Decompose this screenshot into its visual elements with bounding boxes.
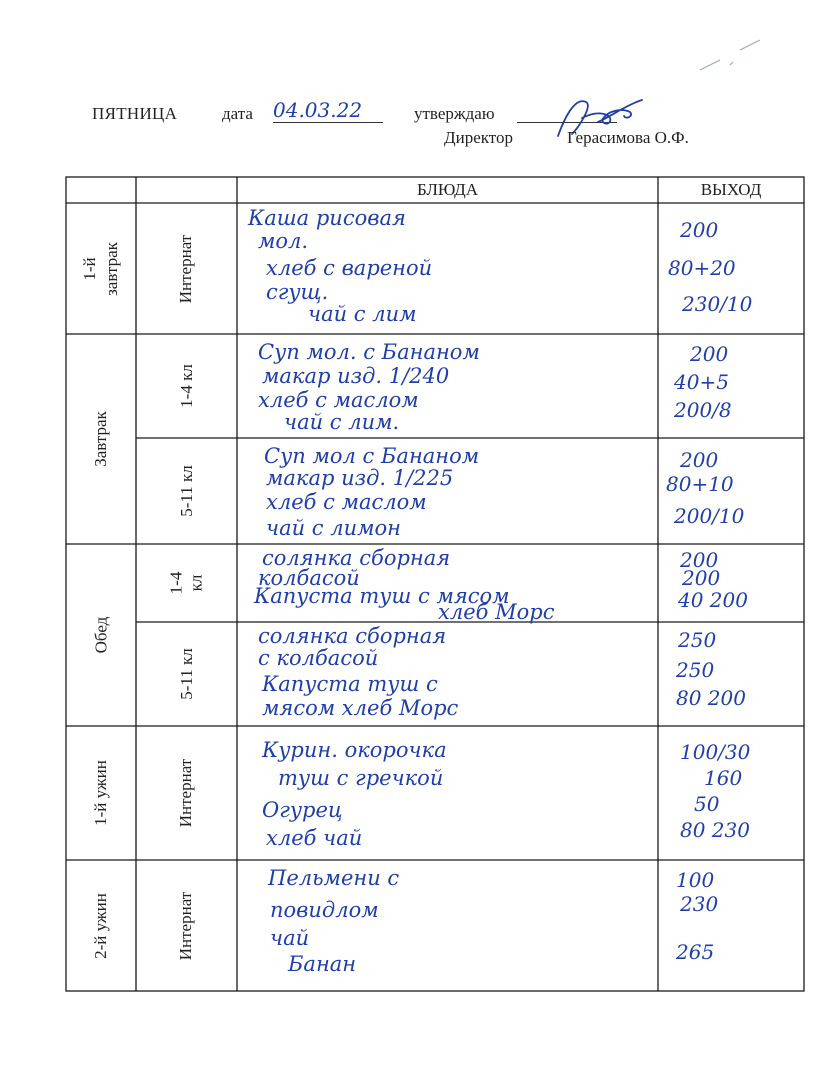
output-value: 80 230: [680, 818, 750, 842]
output-value: 250: [676, 658, 715, 682]
dish-line: макар изд. 1/240: [262, 364, 450, 388]
meal-lunch: Обед: [91, 616, 110, 654]
dish-line: чай с лимон: [266, 516, 402, 540]
output-value: 250: [678, 628, 717, 652]
approve-label: утверждаю: [414, 104, 495, 123]
pen-mark: [690, 30, 770, 80]
group-breakfast-1-4: 1-4 кл: [176, 364, 196, 408]
dish-line: Огурец: [262, 798, 343, 822]
group-breakfast1: Интернат: [176, 234, 196, 303]
meal-dinner1: 1-й ужин: [90, 760, 110, 826]
dish-line: Банан: [288, 952, 357, 976]
group-lunch-5-11: 5-11 кл: [176, 648, 196, 700]
dish-line: колбасой: [258, 566, 360, 590]
output-value: 100/30: [680, 740, 751, 764]
dish-line: Пельмени с: [268, 866, 400, 890]
dish-line: мол.: [258, 229, 309, 253]
group-dinner2: Интернат: [176, 891, 196, 960]
date-value: 04.03.22: [273, 98, 383, 123]
dish-line: Суп мол. с Бананом: [258, 340, 480, 364]
output-value: 200: [690, 342, 729, 366]
output-value: 50: [694, 792, 720, 816]
group-dinner1: Интернат: [176, 758, 196, 828]
output-value: 80+20: [668, 256, 736, 280]
dish-line: Капуста туш с мясом: [254, 584, 510, 608]
dish-line: Суп мол с Бананом: [264, 444, 480, 468]
output-value: 200: [680, 448, 719, 472]
output-value: 200: [680, 548, 719, 572]
output-value: 100: [676, 868, 715, 892]
dish-line: чай с лим: [308, 302, 417, 326]
meal-dinner2: 2-й ужин: [90, 892, 110, 959]
dish-line: Курин. окорочка: [262, 738, 447, 762]
dish-line: хлеб Морс: [438, 600, 555, 624]
output-value: 200/10: [674, 504, 745, 528]
output-value: 230: [680, 892, 719, 916]
output-value: 80 200: [676, 686, 746, 710]
dish-line: туш с гречкой: [278, 766, 444, 790]
output-value: 265: [676, 940, 715, 964]
dish-line: чай: [270, 926, 310, 950]
dish-line: сгущ.: [266, 280, 329, 304]
dishes-column-header: БЛЮДА: [417, 180, 478, 199]
output-value: 160: [704, 766, 743, 790]
dish-line: макар изд. 1/225: [266, 466, 454, 490]
output-value: 80+10: [666, 472, 734, 496]
director-role: Директор: [444, 128, 513, 147]
dish-line: хлеб чай: [266, 826, 363, 850]
date-label: дата: [222, 104, 253, 123]
meal-breakfast1: 1-й завтрак: [80, 241, 121, 296]
dish-line: хлеб с вареной: [266, 256, 433, 280]
dish-line: солянка сборная: [258, 624, 447, 648]
dish-line: солянка сборная: [262, 546, 451, 570]
dish-line: мясом хлеб Морс: [262, 696, 459, 720]
output-value: 200: [682, 566, 721, 590]
day-of-week: ПЯТНИЦА: [92, 104, 178, 123]
dish-line: с колбасой: [258, 646, 379, 670]
dish-line: чай с лим.: [284, 410, 400, 434]
dish-line: хлеб с маслом: [258, 388, 419, 412]
output-value: 40+5: [674, 370, 729, 394]
director-name: Герасимова О.Ф.: [567, 128, 689, 147]
dish-line: хлеб с маслом: [266, 490, 427, 514]
group-lunch-1-4: 1-4 кл: [166, 571, 206, 595]
meal-breakfast: Завтрак: [90, 411, 110, 467]
dish-line: Каша рисовая: [248, 206, 406, 230]
output-value: 200/8: [674, 398, 732, 422]
output-column-header: ВЫХОД: [700, 180, 762, 199]
output-value: 200: [680, 218, 719, 242]
group-breakfast-5-11: 5-11 кл: [176, 465, 196, 517]
dish-line: Капуста туш с: [262, 672, 438, 696]
output-value: 40 200: [678, 588, 748, 612]
output-value: 230/10: [682, 292, 753, 316]
dish-line: повидлом: [270, 898, 379, 922]
